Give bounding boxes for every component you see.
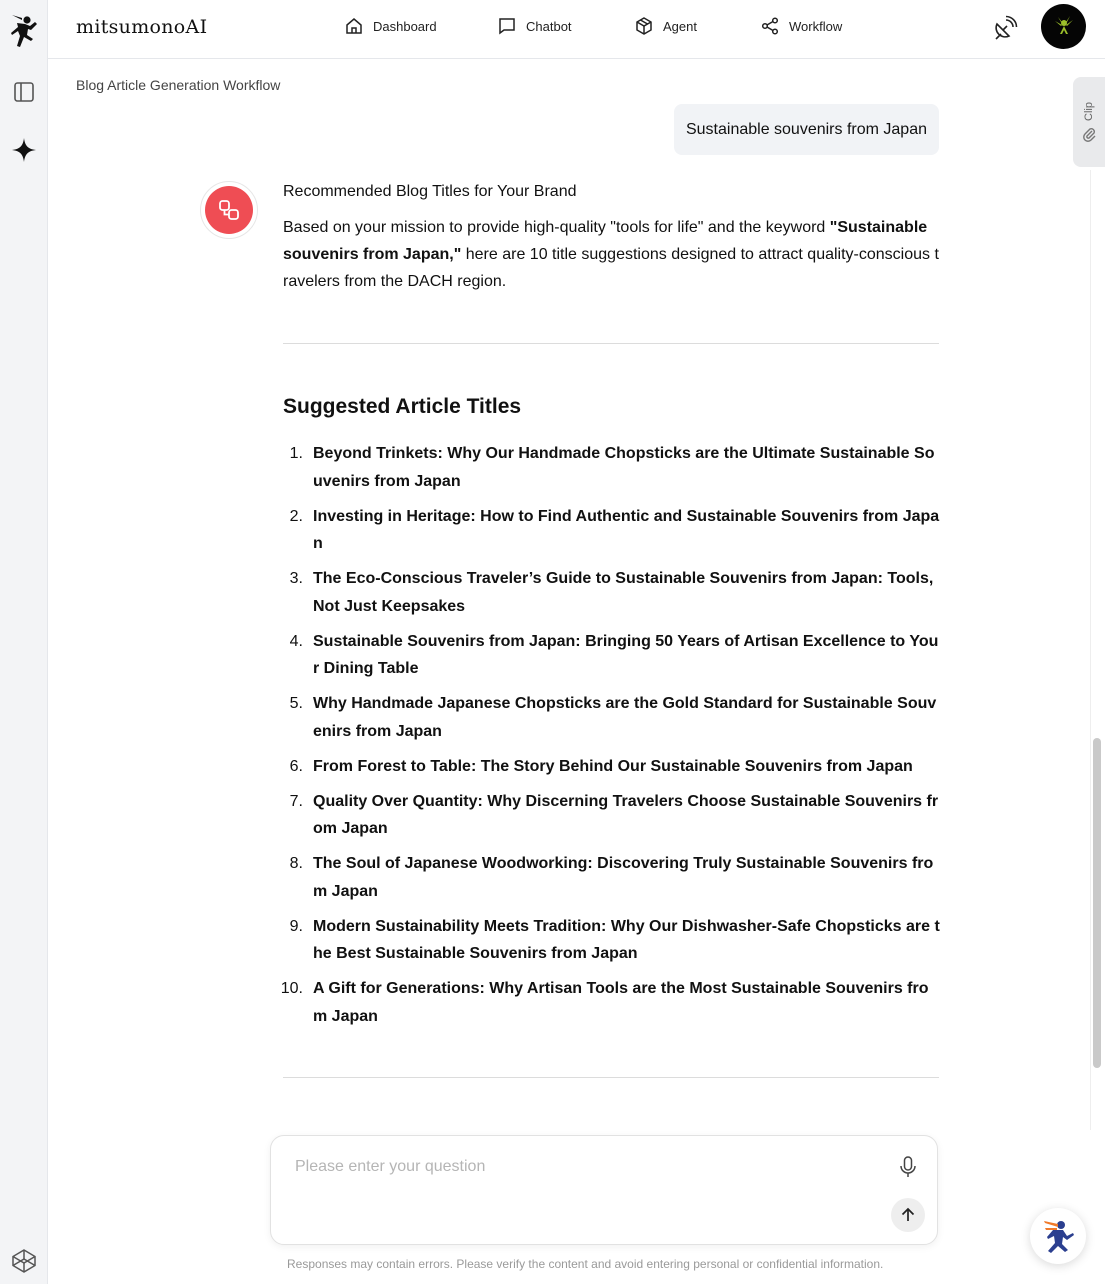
ninja-mascot-icon xyxy=(1039,1217,1077,1255)
list-item: 1. Beyond Trinkets: Why Our Handmade Chopsticks are the Ultimate Sustainable Souvenirs from Japan xyxy=(272,440,940,495)
share-nodes-icon xyxy=(760,16,780,36)
workflow-link-icon xyxy=(215,196,243,224)
suggested-titles-list xyxy=(272,440,940,1038)
list-item: 9. Modern Sustainability Meets Tradition: Why Our Dishwasher-Safe Chopsticks are the Best Sustainable Souvenirs from Japan xyxy=(272,913,940,968)
ninja-logo-icon[interactable] xyxy=(8,14,40,50)
section-title: Suggested Article Titles xyxy=(283,395,522,418)
list-item: 3. The Eco-Conscious Traveler’s Guide to Sustainable Souvenirs from Japan: Tools, Not Just Keepsakes xyxy=(272,565,940,620)
title-text: From Forest to Table: The Story Behind Our Sustainable Souvenirs from Japan xyxy=(313,757,913,775)
home-icon xyxy=(344,16,364,36)
left-rail xyxy=(0,0,48,1284)
user-message-bubble: Sustainable souvenirs from Japan xyxy=(674,104,939,155)
chat-input-box xyxy=(270,1135,938,1245)
top-header xyxy=(48,0,1105,59)
paperclip-icon xyxy=(1081,126,1097,142)
scrollbar-thumb[interactable] xyxy=(1093,738,1101,1068)
arrow-up-icon xyxy=(899,1206,917,1224)
answer-heading: Recommended Blog Titles for Your Brand xyxy=(283,183,577,200)
sparkle-icon[interactable] xyxy=(11,137,37,163)
title-text: The Soul of Japanese Woodworking: Discovering Truly Sustainable Souvenirs from Japan xyxy=(313,855,934,900)
bot-avatar xyxy=(200,181,258,239)
title-text: Why Handmade Japanese Chopsticks are the Gold Standard for Sustainable Souvenirs from Japan xyxy=(313,695,937,740)
list-item: 8. The Soul of Japanese Woodworking: Discovering Truly Sustainable Souvenirs from Japan xyxy=(272,850,940,905)
nav-label: Dashboard xyxy=(373,18,437,34)
list-item: 7. Quality Over Quantity: Why Discerning Travelers Choose Sustainable Souvenirs from Japan xyxy=(272,788,940,843)
list-item: 4. Sustainable Souvenirs from Japan: Bringing 50 Years of Artisan Excellence to Your Dining Table xyxy=(272,628,940,683)
satellite-dish-icon[interactable] xyxy=(992,15,1018,41)
nav-label: Chatbot xyxy=(526,18,572,34)
clip-tab[interactable] xyxy=(1073,77,1105,167)
answer-intro xyxy=(283,214,939,295)
brand-name[interactable]: mitsumonoAI xyxy=(76,16,208,38)
nav-label: Workflow xyxy=(789,18,843,34)
nav-agent[interactable] xyxy=(634,16,760,36)
title-text: Investing in Heritage: How to Find Authentic and Sustainable Souvenirs from Japan xyxy=(313,507,940,552)
user-avatar[interactable] xyxy=(1041,4,1086,49)
list-item: 6. From Forest to Table: The Story Behind Our Sustainable Souvenirs from Japan xyxy=(272,753,940,781)
bot-answer xyxy=(283,180,939,295)
chat-bubble-icon xyxy=(497,16,517,36)
question-input[interactable] xyxy=(295,1158,885,1176)
title-text: The Eco-Conscious Traveler’s Guide to Sustainable Souvenirs from Japan: Tools, Not Just Keepsakes xyxy=(313,570,934,615)
nav-dashboard[interactable] xyxy=(344,16,497,36)
title-text: Beyond Trinkets: Why Our Handmade Chopsticks are the Ultimate Sustainable Souvenirs from Japan xyxy=(313,445,935,490)
assistant-fab[interactable] xyxy=(1030,1208,1086,1264)
list-item: 10. A Gift for Generations: Why Artisan Tools are the Most Sustainable Souvenirs from Japan xyxy=(272,975,940,1030)
title-text: A Gift for Generations: Why Artisan Tools are the Most Sustainable Souvenirs from Japan xyxy=(313,980,929,1025)
title-text: Sustainable Souvenirs from Japan: Bringing 50 Years of Artisan Excellence to Your Dining Table xyxy=(313,632,939,677)
breadcrumb[interactable]: Blog Article Generation Workflow xyxy=(76,77,281,93)
disclaimer-text: Responses may contain errors. Please verify the content and avoid entering personal or confidential information. xyxy=(287,1257,884,1271)
divider xyxy=(283,343,939,344)
title-text: Modern Sustainability Meets Tradition: Why Our Dishwasher-Safe Chopsticks are the Best Sustainable Souvenirs from Japan xyxy=(313,917,940,962)
divider xyxy=(283,1077,939,1078)
intro-keyword: "Sustainable souvenirs from Japan," xyxy=(283,219,928,263)
nav-chatbot[interactable] xyxy=(497,16,634,36)
send-button[interactable] xyxy=(891,1198,925,1232)
title-text: Quality Over Quantity: Why Discerning Travelers Choose Sustainable Souvenirs from Japan xyxy=(313,792,939,837)
list-item: 5. Why Handmade Japanese Chopsticks are the Gold Standard for Sustainable Souvenirs from Japan xyxy=(272,690,940,745)
nav-label: Agent xyxy=(663,18,697,34)
clip-label: Clip xyxy=(1083,101,1095,121)
nav-workflow[interactable] xyxy=(760,16,842,36)
main-nav xyxy=(344,16,842,36)
intro-text-start: Based on your mission to provide high-quality "tools for life" and the keyword xyxy=(283,219,830,236)
codepen-cube-icon[interactable] xyxy=(11,1248,37,1274)
cube-icon xyxy=(634,16,654,36)
toggle-sidebar-icon[interactable] xyxy=(12,80,36,104)
microphone-icon[interactable] xyxy=(897,1155,919,1179)
intro-text-end: here are 10 title suggestions designed to attract quality-conscious travelers from the DACH region. xyxy=(283,246,939,290)
list-item: 2. Investing in Heritage: How to Find Authentic and Sustainable Souvenirs from Japan xyxy=(272,503,940,558)
